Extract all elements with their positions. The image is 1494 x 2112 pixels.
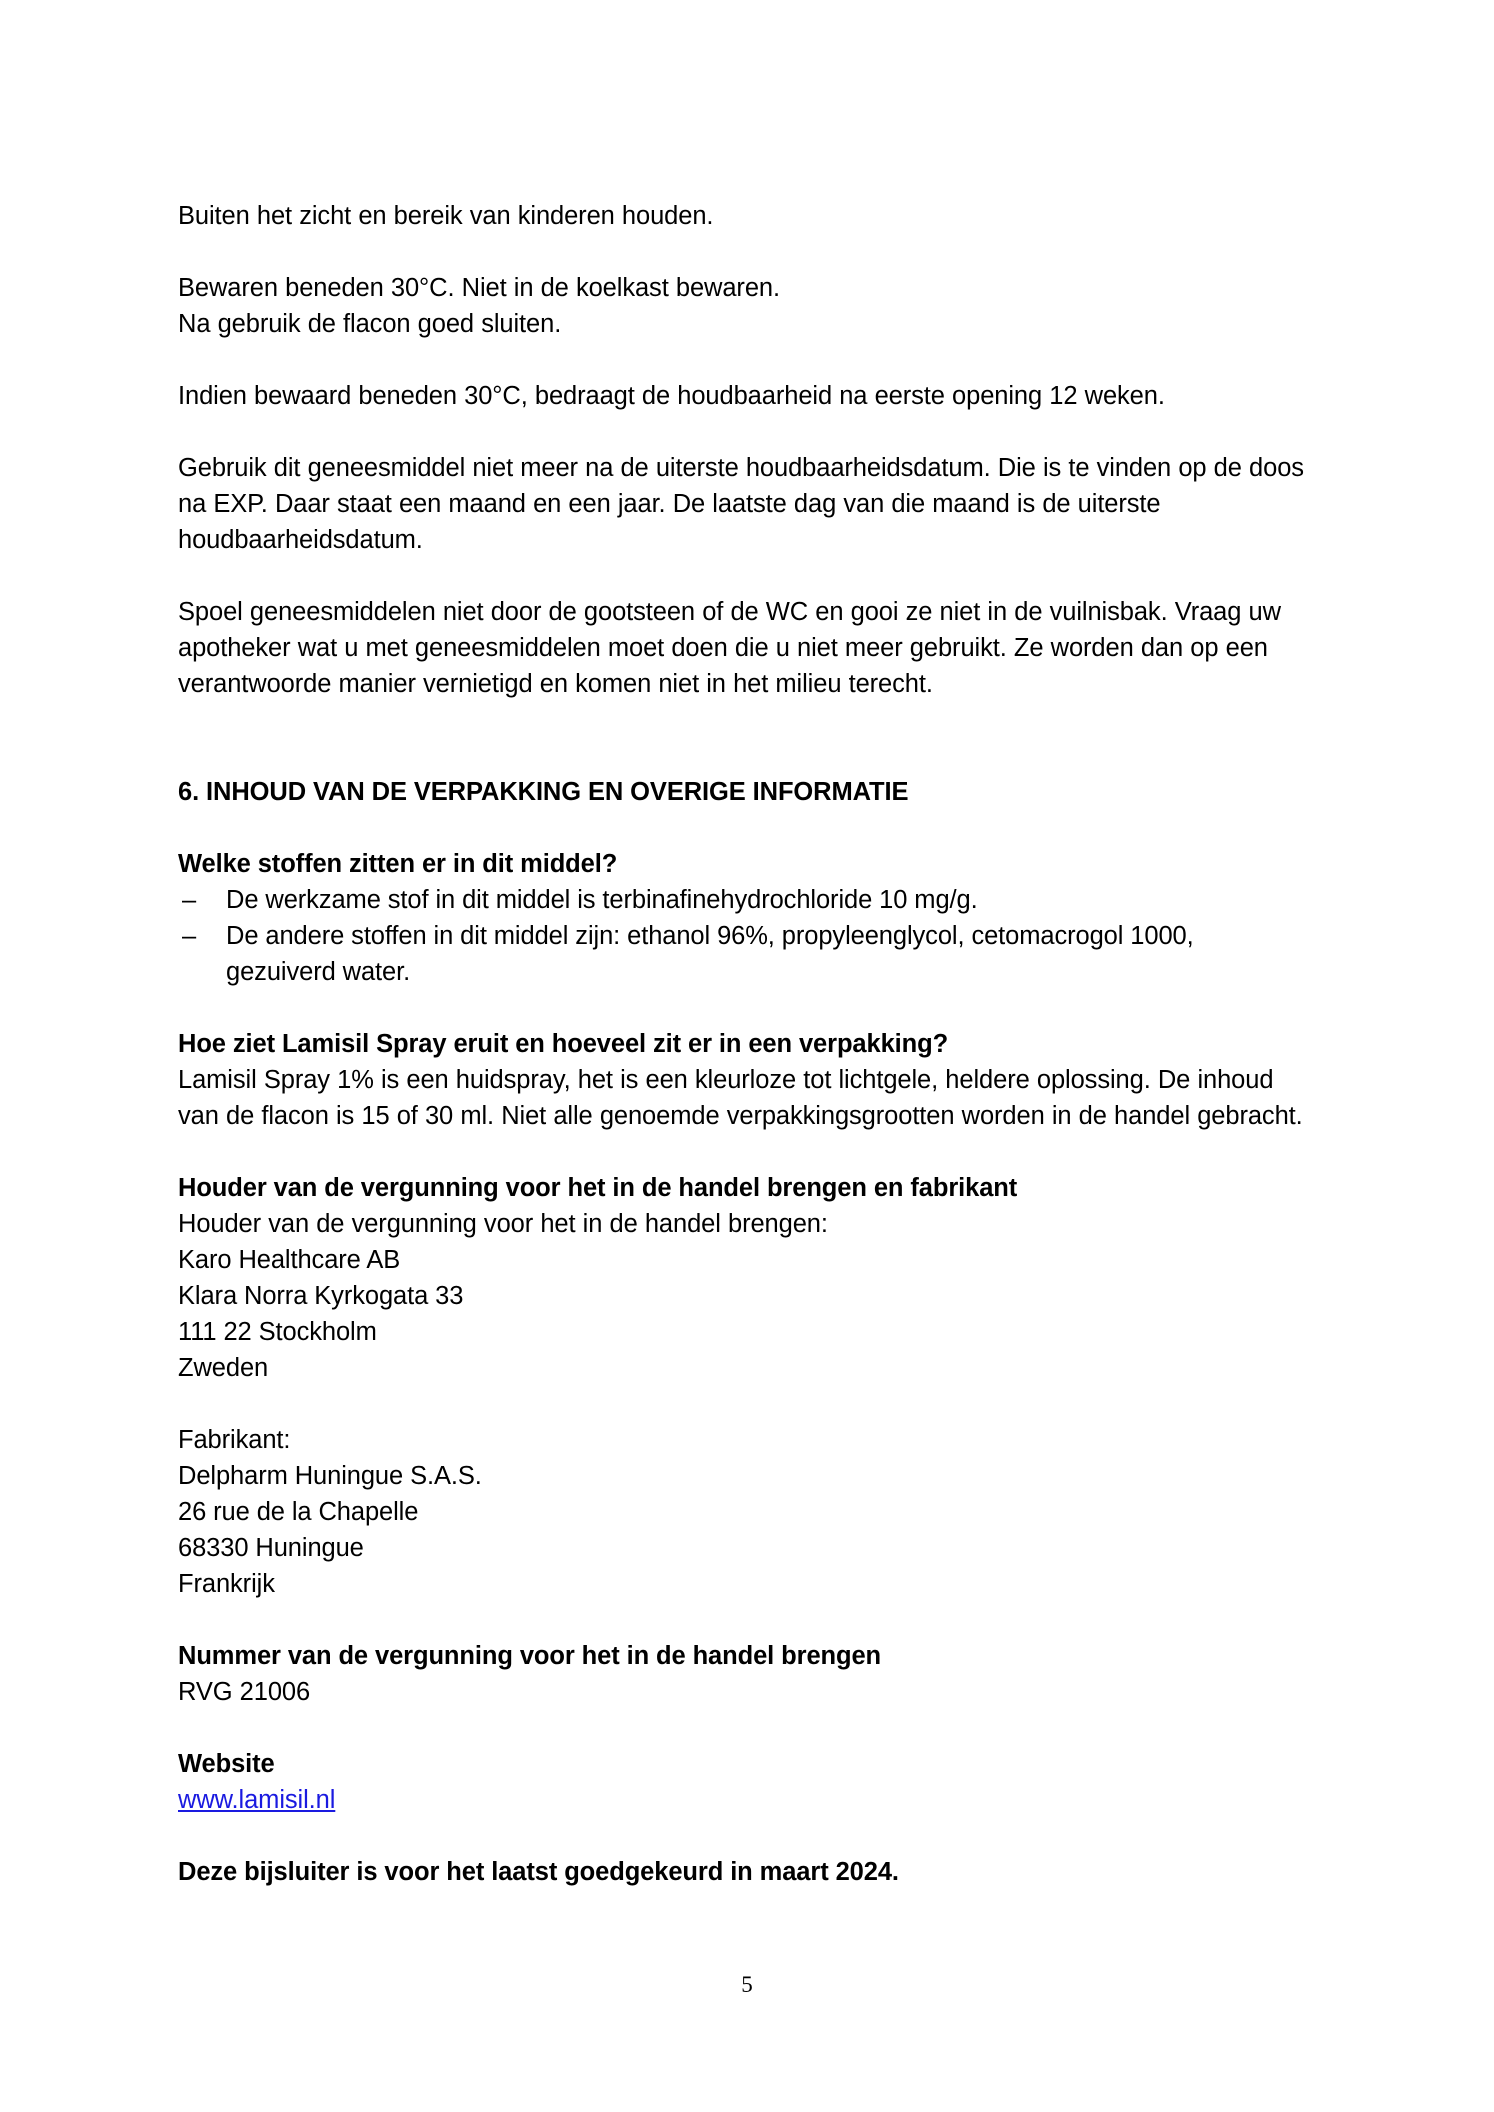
label-holder: Houder van de vergunning voor het in de handel brengen: xyxy=(178,1210,828,1238)
manufacturer-address-line: 26 rue de la Chapelle xyxy=(178,1498,419,1526)
page-number: 5 xyxy=(741,1972,753,1997)
paragraph-keep-away: Buiten het zicht en bereik van kinderen houden. xyxy=(178,202,714,230)
paragraph-expiry-date: Gebruik dit geneesmiddel niet meer na de uiterste houdbaarheidsdatum. Die is te vinden op de doos na EXP. Daar staat een maand en een jaar. De laatste dag van die maand is de uiterste houdbaarheidsdatum. xyxy=(178,454,1304,554)
heading-website: Website xyxy=(178,1750,275,1778)
list-item xyxy=(178,918,1306,990)
holder-address-line: Klara Norra Kyrkogata 33 xyxy=(178,1282,464,1310)
spacer xyxy=(178,810,1306,846)
manufacturer-address-line: 68330 Huningue xyxy=(178,1534,364,1562)
spacer xyxy=(178,702,1306,738)
heading-section-6: 6. INHOUD VAN DE VERPAKKING EN OVERIGE INFORMATIE xyxy=(178,778,909,806)
heading-ingredients: Welke stoffen zitten er in dit middel? xyxy=(178,850,618,878)
spacer xyxy=(178,990,1306,1026)
heading-marketing-authorisation: Houder van de vergunning voor het in de handel brengen en fabrikant xyxy=(178,1174,1018,1202)
spacer xyxy=(178,1602,1306,1638)
spacer xyxy=(178,1710,1306,1746)
dash-bullet-icon: – xyxy=(182,922,197,950)
manufacturer-address-line: Frankrijk xyxy=(178,1570,275,1598)
spacer xyxy=(178,342,1306,378)
spacer xyxy=(178,234,1306,270)
heading-licence-number: Nummer van de vergunning voor het in de handel brengen xyxy=(178,1642,882,1670)
website-link-wrapper xyxy=(178,1782,1306,1818)
paragraph-disposal: Spoel geneesmiddelen niet door de gootsteen of de WC en gooi ze niet in de vuilnisbak. Vraag uw apotheker wat u met geneesmiddelen moet doen die u niet meer gebruikt. Ze worden dan op een verantwoorde manier vernietigd en komen niet in het milieu terecht. xyxy=(178,598,1281,698)
paragraph-close-bottle: Na gebruik de flacon goed sluiten. xyxy=(178,310,562,338)
spacer xyxy=(178,558,1306,594)
ingredients-list xyxy=(178,882,1306,990)
manufacturer-address-line: Delpharm Huningue S.A.S. xyxy=(178,1462,482,1490)
label-manufacturer: Fabrikant: xyxy=(178,1426,291,1454)
spacer xyxy=(178,414,1306,450)
spacer xyxy=(178,738,1306,774)
paragraph-storage-temperature: Bewaren beneden 30°C. Niet in de koelkast bewaren. xyxy=(178,274,780,302)
holder-address-line: 111 22 Stockholm xyxy=(178,1318,377,1346)
list-item-label: De andere stoffen in dit middel zijn: ethanol 96%, propyleenglycol, cetomacrogol 1000, gezuiverd water. xyxy=(226,922,1194,986)
website-link[interactable]: www.lamisil.nl xyxy=(178,1786,336,1814)
dash-bullet-icon: – xyxy=(182,886,197,914)
holder-address-line: Karo Healthcare AB xyxy=(178,1246,401,1274)
list-item-label: De werkzame stof in dit middel is terbinafinehydrochloride 10 mg/g. xyxy=(226,886,978,914)
spacer xyxy=(178,1386,1306,1422)
spacer xyxy=(178,1134,1306,1170)
spacer xyxy=(178,1818,1306,1854)
page-content xyxy=(178,198,1306,1890)
licence-number-value: RVG 21006 xyxy=(178,1678,311,1706)
paragraph-shelf-life: Indien bewaard beneden 30°C, bedraagt de houdbaarheid na eerste opening 12 weken. xyxy=(178,382,1165,410)
list-item xyxy=(178,882,1306,918)
holder-address-line: Zweden xyxy=(178,1354,269,1382)
heading-appearance: Hoe ziet Lamisil Spray eruit en hoeveel zit er in een verpakking? xyxy=(178,1030,949,1058)
heading-approval-date: Deze bijsluiter is voor het laatst goedgekeurd in maart 2024. xyxy=(178,1858,899,1886)
paragraph-appearance: Lamisil Spray 1% is een huidspray, het is een kleurloze tot lichtgele, heldere oplossing. De inhoud van de flacon is 15 of 30 ml. Niet alle genoemde verpakkingsgrootten worden in de handel gebracht. xyxy=(178,1066,1303,1130)
